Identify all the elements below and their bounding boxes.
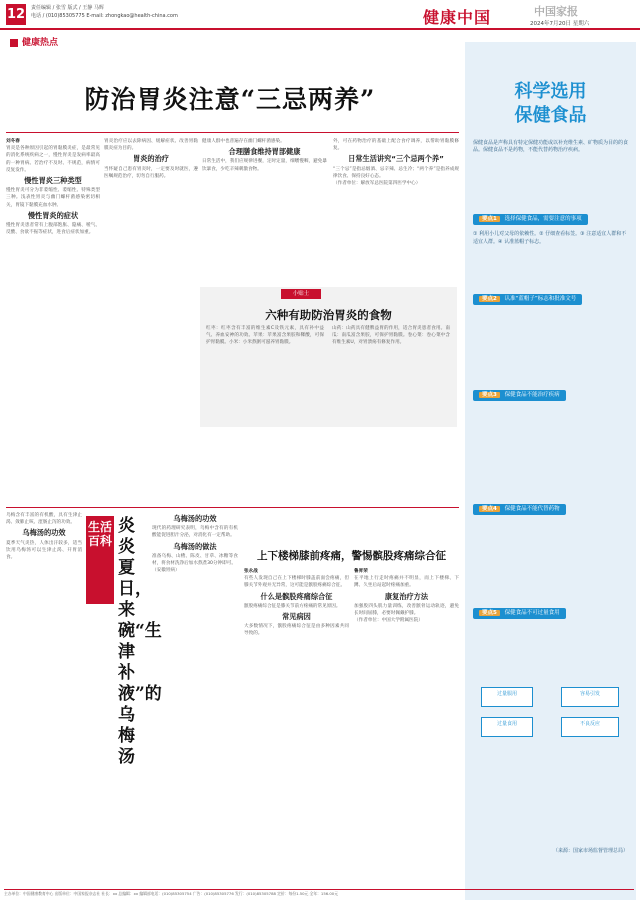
sidebar-intro: 保健食品是声称具有特定保健功能或以补充维生素、矿物质为目的的食品。保健食品不是药物，不能代替药物治疗疾病。 [473, 140, 629, 154]
subheading: 常见病因 [282, 612, 311, 622]
article-column-2 [104, 138, 198, 503]
subheading: 慢性胃炎三种类型 [24, 176, 82, 186]
paragraph: 加强股四头肌力量训练，改善髌骨运动轨迹，避免长时间屈膝，必要时佩戴护膝。 [354, 603, 459, 617]
section-tag [6, 36, 63, 50]
paragraph: 日常生活中，我们应规律进餐，定时定量，细嚼慢咽，避免暴饮暴食，少吃辛辣刺激食物。 [202, 159, 327, 172]
point-number: 要点5 [479, 610, 500, 616]
sidebar-point-heading [473, 504, 566, 515]
point-number: 要点1 [479, 216, 500, 222]
masthead [0, 0, 640, 30]
paragraph: 胃炎是各种原因引起的胃黏膜炎症，是最常见的消化系统疾病之一，慢性胃炎是发病率最高的一种胃病。若治疗不及时、不规范，病情可反复发作。 [6, 146, 100, 173]
headline-rule [6, 132, 459, 133]
sidebar-point-body [473, 310, 628, 380]
sidebar [465, 42, 636, 900]
paragraph: 慢性胃炎患者常有上腹部饱胀、隐痛、嗳气、反酸、食欲不振等症状，进食后症状加重。 [6, 223, 100, 236]
sidebar-title [465, 80, 636, 128]
subheading: 日常生活讲究“三个忌两个养” [348, 154, 444, 164]
point-number: 要点4 [479, 506, 500, 512]
section-title: 健康中国 [423, 8, 492, 27]
section-tag-label: 健康热点 [22, 38, 59, 48]
point-title: 认准“蓝帽子”标志和批准文号 [504, 296, 577, 302]
paragraph: 乌梅含有丰富的有机酸，具有生津止渴、敛肺止咳、涩肠止泻的功效。 [6, 513, 82, 526]
point-number: 要点3 [479, 392, 500, 398]
subheading: 慢性胃炎的症状 [27, 210, 79, 220]
paragraph: 有些人发现自己在上下楼梯时膝盖前面会疼痛，但膝关节外观并无异常，这可能是髌股疼痛综合征。 [244, 576, 349, 589]
knee-column-2 [354, 568, 459, 883]
point-title: 保健食品不可过量食用 [504, 610, 560, 616]
subheading: 什么是髌股疼痛综合征 [260, 591, 333, 601]
knee-column-1 [244, 568, 349, 883]
flow-box [481, 687, 533, 707]
page-number: 12 [6, 4, 26, 25]
tips-title: 六种有助防治胃炎的食物 [265, 308, 392, 322]
sidebar-point-body: ① 利用小儿对父母的依赖性。② 仔细查看标签。③ 注意适宜人群和不适宜人群。④ 认准蓝帽子标志。 [473, 231, 627, 245]
paragraph: 当怀疑自己患有胃炎时，一定要及时就医，遵医嘱规范治疗，切勿自行服药。 [104, 166, 198, 179]
sidebar-point-body [473, 520, 628, 598]
sidebar-credit: （来源：国家市场监督管理总局） [552, 848, 628, 854]
author-name: 鲁昇荣 [354, 569, 368, 574]
flow-label: 过量服用 [496, 691, 517, 697]
author-credit: （作者单位：解放军总医院第四医学中心） [333, 181, 421, 187]
page-footer: 主办单位：中国健康教育中心 出版单位：中国家报杂志社 社长：xx 总编辑：xx 编辑部电话：(010)85305754 广告：(010)85305776 发行：(010)85305788 定价：每份1.50元 全年：156.00元 [4, 889, 634, 901]
point-title: 保健食品不能治疗疾病 [504, 392, 560, 398]
sidebar-point-body [473, 747, 628, 839]
paragraph: 外，可在药物治疗的基础上配合食疗调养，以帮助胃黏膜修复。 [333, 139, 459, 152]
editor-line: 责任编辑 / 张雪 版式 / 王静 马辉 [31, 5, 104, 11]
sidebar-title-line: 保健食品 [514, 105, 587, 126]
subheading: 胃炎的治疗 [133, 154, 169, 164]
paragraph: 健康人群中也普遍存在幽门螺杆菌感染。 [202, 139, 285, 144]
lifestyle-column-1 [6, 512, 82, 882]
tips-box [200, 287, 457, 427]
newspaper-logo: 中国家报 [534, 5, 578, 18]
subheading: 康复治疗方法 [384, 591, 429, 601]
point-title: 保健食品不能代替药物 [504, 506, 560, 512]
sidebar-point-body [473, 624, 628, 680]
paragraph: 夏季天气炎热，人体出汗较多，适当饮用乌梅汤可以生津止渴、开胃消食。 [6, 540, 82, 561]
sidebar-point-body [473, 406, 628, 496]
subheading: 合理膳食维持胃部健康 [228, 147, 301, 157]
point-title: 选择保健食品，需要注意的事项 [504, 216, 582, 222]
section-divider [6, 507, 459, 508]
feature-headline: 炎炎夏日，来碗“生津补液”的乌梅汤 [118, 516, 162, 767]
subheading: 乌梅汤的功效 [173, 514, 217, 523]
paragraph: 髌股疼痛综合征是膝关节前方疼痛的常见原因。 [244, 603, 341, 609]
paragraph: 大多数情况下，髌股疼痛综合征是由多种因素共同导致的。 [244, 624, 349, 637]
author-name: 刘冬春 [6, 139, 20, 144]
masthead-meta [31, 4, 178, 20]
sidebar-point-heading [473, 390, 566, 401]
column-band: 生活百科 [86, 516, 114, 604]
issue-date: 2024年7月20日 星期六 [530, 21, 590, 27]
subheading: 乌梅汤的功效 [22, 528, 66, 538]
article-column-3-continued [202, 430, 327, 503]
flow-label: 不良反应 [579, 721, 600, 727]
author-credit: （作者单位：中国大学附属医院） [354, 618, 423, 624]
sidebar-title-line: 科学选用 [514, 81, 587, 102]
page-headline: 防治胃炎注意“三忌两养” [84, 85, 376, 114]
flow-box [481, 717, 533, 737]
sidebar-point-heading [473, 608, 566, 619]
article-column-1 [6, 138, 100, 503]
paragraph: 准备乌梅、山楂、陈皮、甘草、冰糖等食材，将食材洗净后加水熬煮30分钟即可。 [152, 553, 238, 567]
flow-box [561, 687, 619, 707]
flow-box [561, 717, 619, 737]
sidebar-point-heading [473, 294, 582, 305]
point-number: 要点2 [479, 296, 500, 302]
article-column-3 [202, 138, 327, 283]
paragraph: “三个忌”是指忌烟酒、忌辛辣、忌生冷；“两个养”是指养成规律饮食、保持良好心态。 [333, 166, 459, 179]
subheading: 乌梅汤的做法 [173, 541, 217, 551]
contact-line: 电话 / (010)85305775 E-mail: zhongkao@health-china.com [31, 13, 178, 19]
lifestyle-column-2 [152, 512, 238, 882]
author-credit: （安徽胃病） [152, 568, 180, 574]
paragraph: 慢性胃炎可分为非萎缩性、萎缩性、特殊类型三种。浅表性胃炎与幽门螺杆菌感染密切相关，胃镜下黏膜充血水肿。 [6, 188, 100, 208]
tips-text-right: 山药：山药具有健脾益胃的作用，适合胃炎患者食用。南瓜：南瓜富含果胶，可保护胃黏膜。卷心菜：卷心菜中含有维生素U，对胃溃疡有修复作用。 [332, 326, 450, 346]
author-name: 张永战 [244, 569, 258, 574]
tips-text-left: 红枣：红枣含有丰富的维生素C及铁元素，具有补中益气、养血安神的功效。苹果：苹果富含果胶和鞣酸，可保护胃黏膜。小米：小米熬粥可滋养胃黏膜。 [206, 326, 324, 346]
tips-label: 小贴士 [281, 289, 321, 299]
flow-label: 容易引发 [579, 691, 600, 697]
knee-headline: 上下楼梯膝前疼痛，警惕髌股疼痛综合征 [257, 550, 446, 562]
flow-label: 过量食用 [496, 721, 517, 727]
sidebar-point-heading [473, 214, 588, 225]
paragraph: 现代的药理研究表明，乌梅中含有的有机酸能促进胆汁分泌，对消化有一定帮助。 [152, 526, 238, 539]
paragraph: 在平地上行走时疼痛并不明显，而上下楼梯、下蹲、久坐后站起时疼痛加重。 [354, 576, 459, 589]
paragraph: 胃炎治疗应以去除病因、缓解症状、改善胃黏膜炎症为目的。 [104, 139, 198, 152]
square-icon [10, 39, 18, 47]
